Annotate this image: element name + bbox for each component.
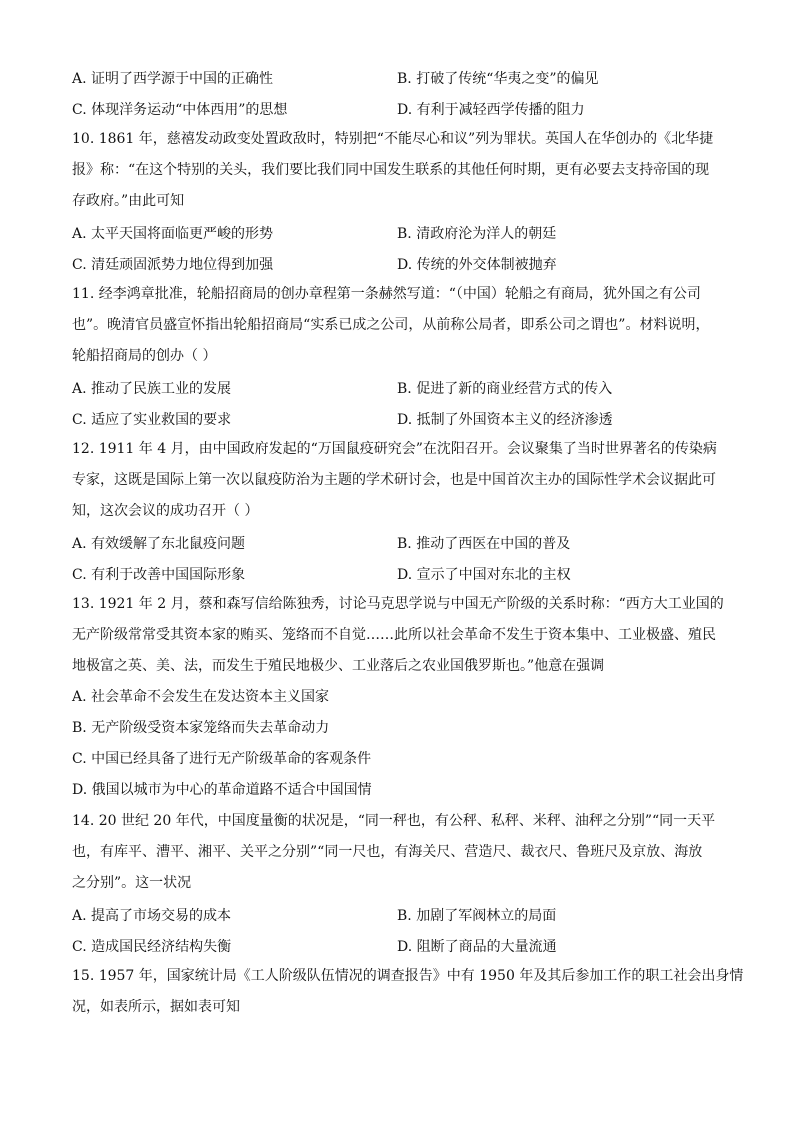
options-row (72, 372, 722, 403)
q10-option-d[interactable]: D. 传统的外交体制被抛弃 (397, 256, 557, 273)
options-row (72, 558, 722, 589)
question-stem-line: 无产阶级常常受其资本家的贿买、笼络而不自觉……此所以社会革命不发生于资本集中、工业极盛、殖民 (72, 627, 716, 643)
question-stem-line: 12. 1911 年 4 月，由中国政府发起的“万国鼠疫研究会”在沈阳召开。会议聚集了当时世界著名的传染病 (72, 441, 717, 457)
question-stem-line: 之分别”。这一状况 (72, 875, 192, 891)
q9-options-row-1 (72, 62, 722, 93)
q12-option-c[interactable]: C. 有利于改善中国国际形象 (72, 566, 246, 583)
options-row (72, 403, 722, 434)
q11-option-b[interactable]: B. 促进了新的商业经营方式的传入 (397, 380, 613, 397)
q13-option-c[interactable]: C. 中国已经具备了进行无产阶级革命的客观条件 (72, 751, 372, 767)
q9-option-c[interactable]: C. 体现洋务运动“中体西用”的思想 (72, 101, 288, 118)
q9-option-a[interactable]: A. 证明了西学源于中国的正确性 (72, 70, 274, 87)
question-stem-line: 也”。晚清官员盛宣怀指出轮船招商局“实系已成之公司，从前称公局者，即系公司之谓也”。材料说明， (72, 317, 710, 333)
question-stem-line: 报》称：“在这个特别的关头，我们要比我们同中国发生联系的其他任何时期，更有必要去支持帝国的现 (72, 162, 710, 178)
q11-option-c[interactable]: C. 适应了实业救国的要求 (72, 411, 232, 428)
question-stem-line: 专家，这既是国际上第一次以鼠疫防治为主题的学术研讨会，也是中国首次主办的国际性学术会议据此可 (72, 472, 716, 488)
options-row (72, 248, 722, 279)
question-stem-line: 况，如表所示，据如表可知 (72, 999, 240, 1015)
question-stem-line: 也，有库平、漕平、湘平、关平之分别”“同一尺也，有海关尺、营造尺、裁衣尺、鲁班尺及京放、海放 (72, 844, 703, 860)
question-14 (72, 806, 722, 961)
question-11 (72, 279, 722, 434)
question-10 (72, 124, 722, 279)
question-stem-line: 10. 1861 年，慈禧发动政变处置政敌时，特别把“不能尽心和议”列为罪状。英国人在华创办的《北华捷 (72, 131, 714, 147)
options-row (72, 217, 722, 248)
question-15 (72, 961, 744, 1023)
question-stem-line: 地极富之英、美、法，而发生于殖民地极少、工业落后之农业国俄罗斯也。”他意在强调 (72, 658, 605, 674)
q12-option-a[interactable]: A. 有效缓解了东北鼠疫问题 (72, 535, 246, 552)
q14-option-d[interactable]: D. 阻断了商品的大量流通 (397, 938, 557, 955)
q14-option-b[interactable]: B. 加剧了军阀林立的局面 (397, 907, 557, 924)
question-13 (72, 589, 722, 806)
options-row (72, 527, 722, 558)
question-stem-line: 11. 经李鸿章批准，轮船招商局的创办章程第一条赫然写道：“（中国）轮船之有商局，犹外国之有公司 (72, 286, 701, 302)
q14-option-c[interactable]: C. 造成国民经济结构失衡 (72, 938, 232, 955)
question-stem-line: 13. 1921 年 2 月，蔡和森写信给陈独秀，讨论马克思学说与中国无产阶级的关系时称：“西方大工业国的 (72, 596, 724, 612)
q12-option-d[interactable]: D. 宣示了中国对东北的主权 (397, 566, 571, 583)
options-row (72, 899, 722, 930)
q10-option-c[interactable]: C. 清廷顽固派势力地位得到加强 (72, 256, 274, 273)
q13-option-b[interactable]: B. 无产阶级受资本家笼络而失去革命动力 (72, 720, 330, 736)
q13-option-a[interactable]: A. 社会革命不会发生在发达资本主义国家 (72, 689, 330, 705)
question-stem-line: 15. 1957 年，国家统计局《工人阶级队伍情况的调查报告》中有 1950 年及其后参加工作的职工社会出身情 (72, 968, 744, 984)
options-row (72, 930, 722, 961)
q10-option-b[interactable]: B. 清政府沦为洋人的朝廷 (397, 225, 557, 242)
q11-option-d[interactable]: D. 抵制了外国资本主义的经济渗透 (397, 411, 613, 428)
q12-option-b[interactable]: B. 推动了西医在中国的普及 (397, 535, 571, 552)
question-stem-line: 14. 20 世纪 20 年代，中国度量衡的状况是，“同一秤也，有公秤、私秤、米秤、油秤之分别”“同一天平 (72, 813, 716, 829)
question-stem-line: 轮船招商局的创办（ ） (72, 348, 217, 364)
question-stem-line: 存政府。”由此可知 (72, 193, 185, 209)
q13-option-d[interactable]: D. 俄国以城市为中心的革命道路不适合中国国情 (72, 782, 372, 798)
q9-options-row-2 (72, 93, 722, 124)
q14-option-a[interactable]: A. 提高了市场交易的成本 (72, 907, 232, 924)
question-12 (72, 434, 722, 589)
q9-option-d[interactable]: D. 有利于减轻西学传播的阻力 (397, 101, 585, 118)
q9-option-b[interactable]: B. 打破了传统“华夷之变”的偏见 (397, 70, 599, 87)
question-stem-line: 知，这次会议的成功召开（ ） (72, 503, 259, 519)
q11-option-a[interactable]: A. 推动了民族工业的发展 (72, 380, 232, 397)
q10-option-a[interactable]: A. 太平天国将面临更严峻的形势 (72, 225, 274, 242)
exam-page (72, 62, 744, 1023)
